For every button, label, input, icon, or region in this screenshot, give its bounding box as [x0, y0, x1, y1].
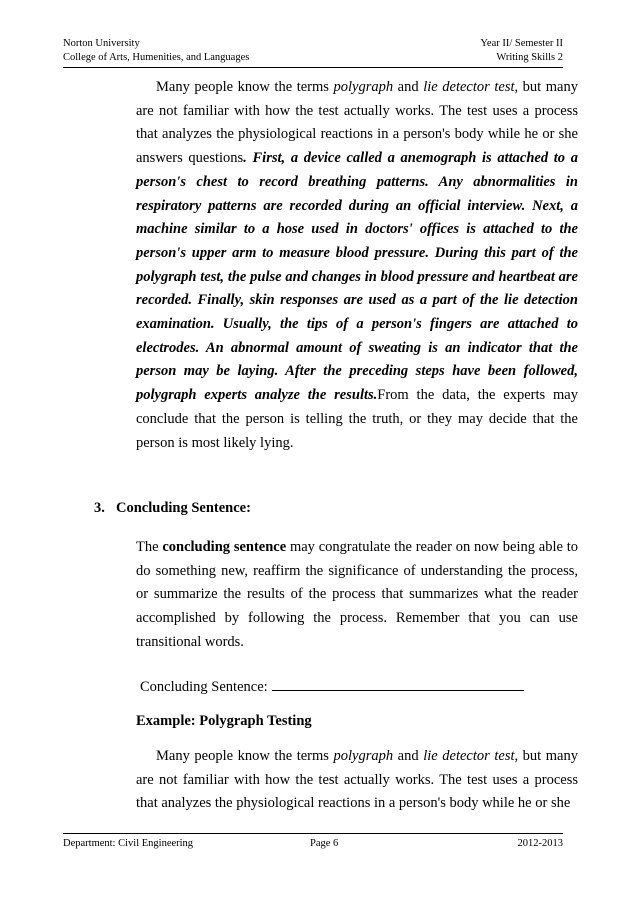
footer-department: Department: Civil Engineering	[63, 838, 194, 849]
header-course: Writing Skills 2	[496, 52, 563, 63]
text-run: and	[393, 79, 424, 95]
section-heading-concluding	[94, 500, 251, 517]
header-year-semester: Year II/ Semester II	[480, 38, 563, 49]
header-rule	[63, 67, 563, 68]
header-college: College of Arts, Humenities, and Languages	[63, 52, 250, 63]
term-polygraph: polygraph	[333, 748, 394, 764]
text-run: may congratulate the reader on now being able to do something new, reaffirm the significance of understanding the process, or summarize the results of the process that summarizes what the reader accomplished by following the process. Remember that you can use transitional words.	[136, 539, 578, 650]
page-header	[63, 37, 563, 50]
answer-blank[interactable]	[272, 676, 524, 691]
term-lie-detector-test: lie detector test	[423, 748, 515, 764]
section-number: 3.	[94, 500, 105, 516]
page-header-line2	[63, 51, 563, 64]
term-lie-detector-test: lie detector test	[423, 79, 515, 95]
text-run: , but many are not familiar with how the test actually works. The test uses a process that analyzes the physiological reactions in a person's body while he or she answers questions	[136, 79, 578, 167]
prompt-label: Concluding Sentence:	[140, 679, 268, 695]
text-run: Many people know the terms	[156, 748, 334, 764]
footer-year: 2012-2013	[517, 838, 563, 849]
section-title: Concluding Sentence:	[116, 500, 251, 516]
footer-page-number: Page 6	[310, 838, 339, 849]
text-run: From the data, the experts may conclude that the person is telling the truth, or they may decide that the person is most likely lying.	[136, 387, 578, 451]
paragraph-example	[136, 745, 578, 816]
text-run: , but many are not familiar with how the test actually works. The test uses a process that analyzes the physiological reactions in a person's body while he or she	[136, 748, 578, 812]
emphasized-body: . First, a device called a anemograph is attached to a person's chest to record breathing patterns. Any abnormalities in respiratory patterns are recorded during an official interview. Next, a machine similar to a hose used in doctors' offices is attached to the person's upper arm to measure blood pressure. During this part of the polygraph test, the pulse and changes in blood pressure and heartbeat are recorded. Finally, skin responses are used as a part of the lie detection examination. Usually, the tips of a person's fingers are attached to electrodes. An abnormal amount of sweating is an indicator that the person may be laying. After the preceding steps have been followed, polygraph experts analyze the results.	[136, 150, 578, 404]
page-footer	[63, 838, 563, 852]
header-university: Norton University	[63, 38, 140, 49]
term-polygraph: polygraph	[333, 79, 394, 95]
text-run: and	[393, 748, 424, 764]
term-concluding-sentence: concluding sentence	[162, 539, 287, 555]
example-title: Example: Polygraph Testing	[136, 713, 312, 729]
paragraph-concluding-sentence	[136, 536, 578, 655]
concluding-sentence-prompt	[140, 676, 524, 696]
footer-rule	[63, 833, 563, 834]
paragraph-polygraph	[136, 76, 578, 455]
text-run: Many people know the terms	[156, 79, 334, 95]
text-run: The	[136, 539, 163, 555]
